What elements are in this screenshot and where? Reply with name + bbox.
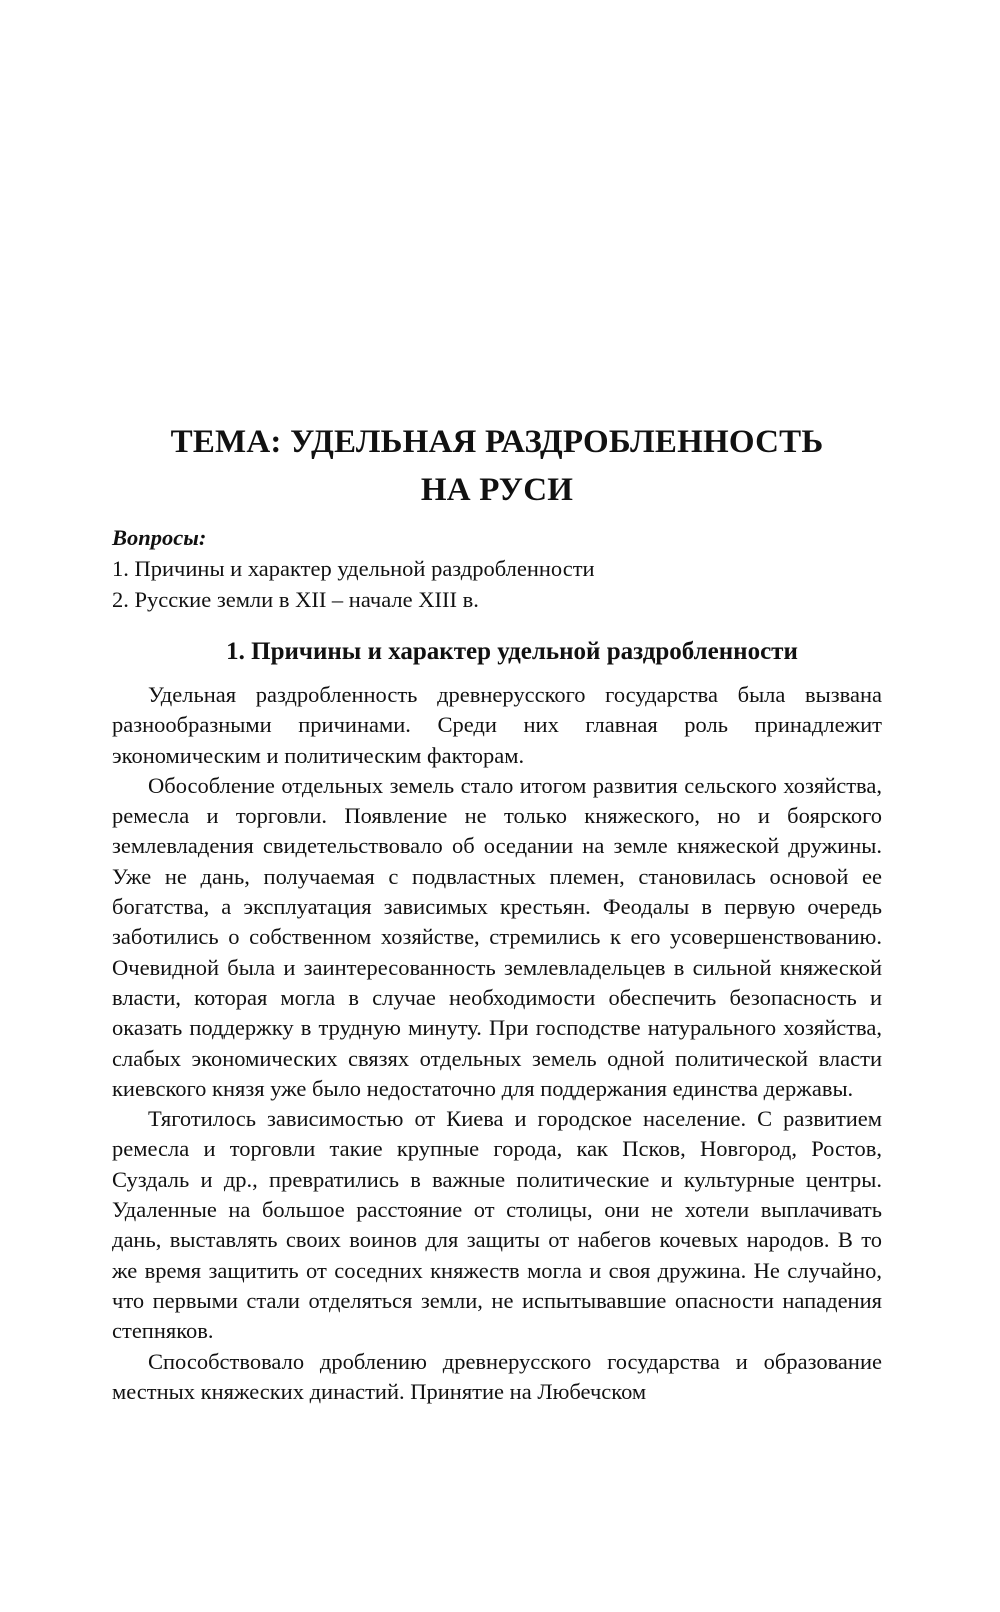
paragraph-3: Тяготилось зависимостью от Киева и городское население. С развитием ремесла и торговли такие крупные города, как Псков, Новгород, Ростов, Суздаль и др., превратились в важные политические и культурные центры. Удаленные на большое расстояние от столицы, они не хотели выплачивать дань, выставлять своих воинов для защиты от набегов кочевых народов. В то же время защитить от соседних княжеств могла и своя дружина. Не случайно, что первыми стали отделяться земли, не испытывавшие опасности нападения степняков. — [112, 1106, 882, 1344]
question-item-1: 1. Причины и характер удельной раздробленности — [112, 556, 595, 581]
questions-heading: Вопросы: — [112, 525, 207, 550]
title-line-1: ТЕМА: УДЕЛЬНАЯ РАЗДРОБЛЕННОСТЬ — [170, 424, 824, 460]
questions-block — [112, 522, 882, 615]
title-line-2: НА РУСИ — [420, 472, 574, 508]
paragraph-1: Удельная раздробленность древнерусского государства была вызвана разнообразными причинами. Среди них главная роль принадлежит экономическим и политическим факторам. — [112, 682, 882, 768]
paragraph-2: Обособление отдельных земель стало итогом развития сельского хозяйства, ремесла и торговли. Появление не только княжеского, но и боярского землевладения свидетельствовало об оседании на земле княжеской дружины. Уже не дань, получаемая с подвластных племен, становилась основой ее богатства, а эксплуатация зависимых крестьян. Феодалы в первую очередь заботились о собственном хозяйстве, стремились к его усовершенствованию. Очевидной была и заинтересованность землевладельцев в сильной княжеской власти, которая могла в случае необходимости обеспечить безопасность и оказать поддержку в трудную минуту. При господстве натурального хозяйства, слабых экономических связях отдельных земель одной политической власти киевского князя уже было недостаточно для поддержания единства державы. — [112, 772, 882, 1101]
body-text — [112, 680, 882, 1407]
book-page — [112, 0, 882, 1612]
question-item-2: 2. Русские земли в XII – начале XIII в. — [112, 587, 479, 612]
page-title — [112, 418, 882, 514]
section-heading: 1. Причины и характер удельной раздробленности — [226, 638, 798, 665]
paragraph-4: Способствовало дроблению древнерусского государства и образование местных княжеских династий. Принятие на Любечском — [112, 1348, 882, 1404]
